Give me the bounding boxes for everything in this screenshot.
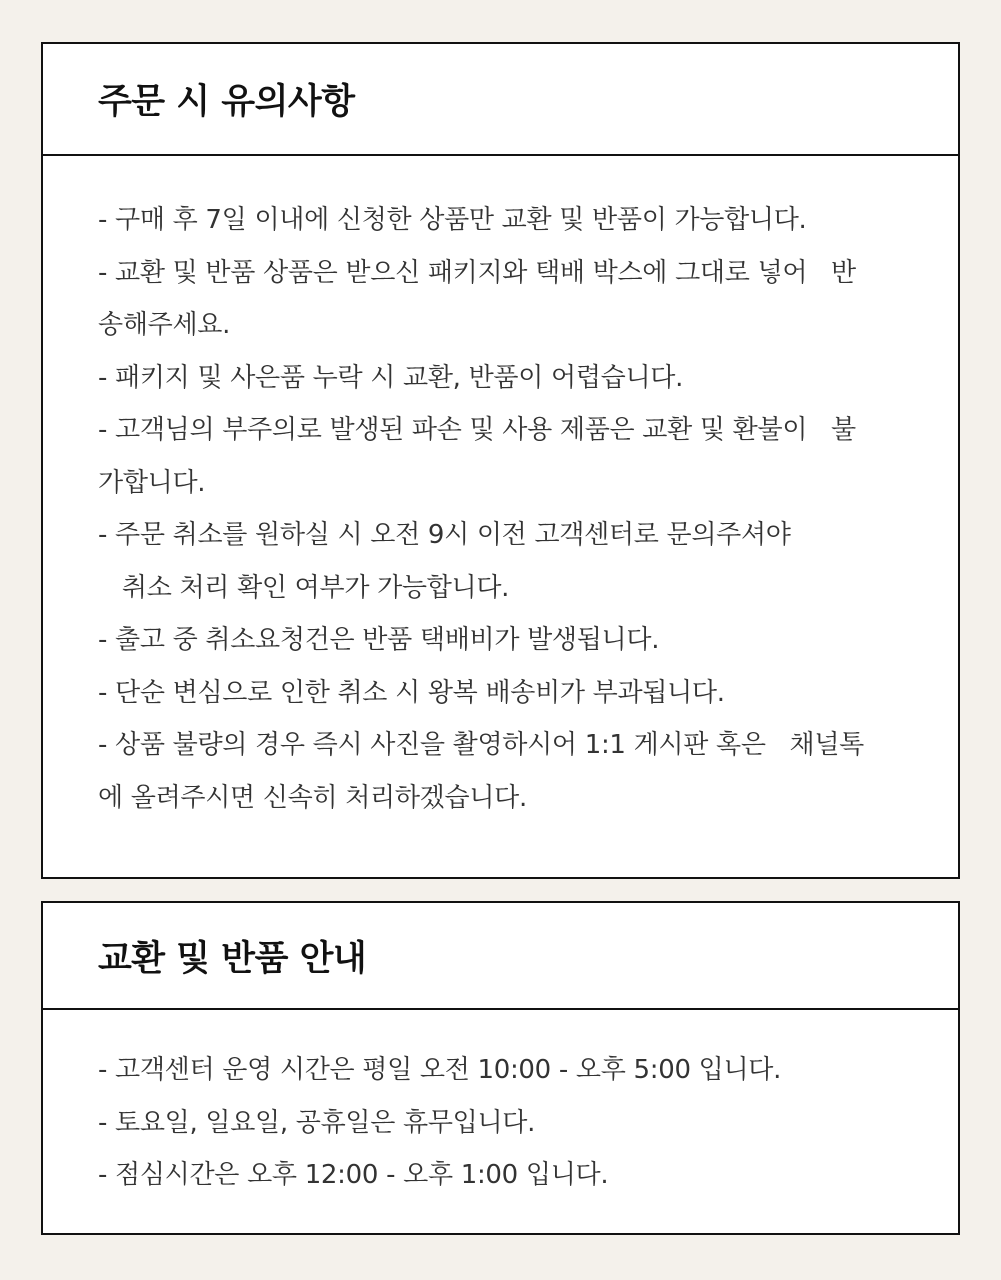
order-notice-header: [43, 44, 958, 156]
notice-line: 송해주세요.: [98, 310, 231, 340]
exchange-return-card: [41, 901, 960, 1235]
exchange-return-title: 교환 및 반품 안내: [98, 938, 367, 979]
notice-line: - 단순 변심으로 인한 취소 시 왕복 배송비가 부과됩니다.: [98, 677, 725, 708]
exchange-line: - 고객센터 운영 시간은 평일 오전 10:00 - 오후 5:00 입니다.: [98, 1055, 782, 1085]
order-notice-title: 주문 시 유의사항: [98, 82, 355, 122]
exchange-line: - 점심시간은 오후 12:00 - 오후 1:00 입니다.: [98, 1160, 609, 1190]
order-notice-body: [43, 156, 958, 824]
notice-line: - 상품 불량의 경우 즉시 사진을 촬영하시어 1:1 게시판 혹은 채널톡: [98, 730, 865, 760]
notice-line: - 고객님의 부주의로 발생된 파손 및 사용 제품은 교환 및 환불이 불: [98, 415, 856, 445]
notice-line: - 구매 후 7일 이내에 신청한 상품만 교환 및 반품이 가능합니다.: [98, 205, 807, 235]
notice-line: - 교환 및 반품 상품은 받으신 패키지와 택배 박스에 그대로 넣어 반: [98, 257, 856, 288]
notice-line: - 주문 취소를 원하실 시 오전 9시 이전 고객센터로 문의주셔야: [98, 520, 791, 550]
notice-line: - 패키지 및 사은품 누락 시 교환, 반품이 어렵습니다.: [98, 362, 684, 393]
notice-line: 가합니다.: [98, 467, 206, 498]
order-notice-card: [41, 42, 960, 879]
exchange-return-header: [43, 903, 958, 1010]
exchange-line: - 토요일, 일요일, 공휴일은 휴무입니다.: [98, 1107, 536, 1138]
notice-line: 취소 처리 확인 여부가 가능합니다.: [98, 572, 510, 603]
exchange-return-body: [43, 1010, 958, 1202]
notice-line: 에 올려주시면 신속히 처리하겠습니다.: [98, 782, 527, 813]
notice-line: - 출고 중 취소요청건은 반품 택배비가 발생됩니다.: [98, 625, 660, 655]
